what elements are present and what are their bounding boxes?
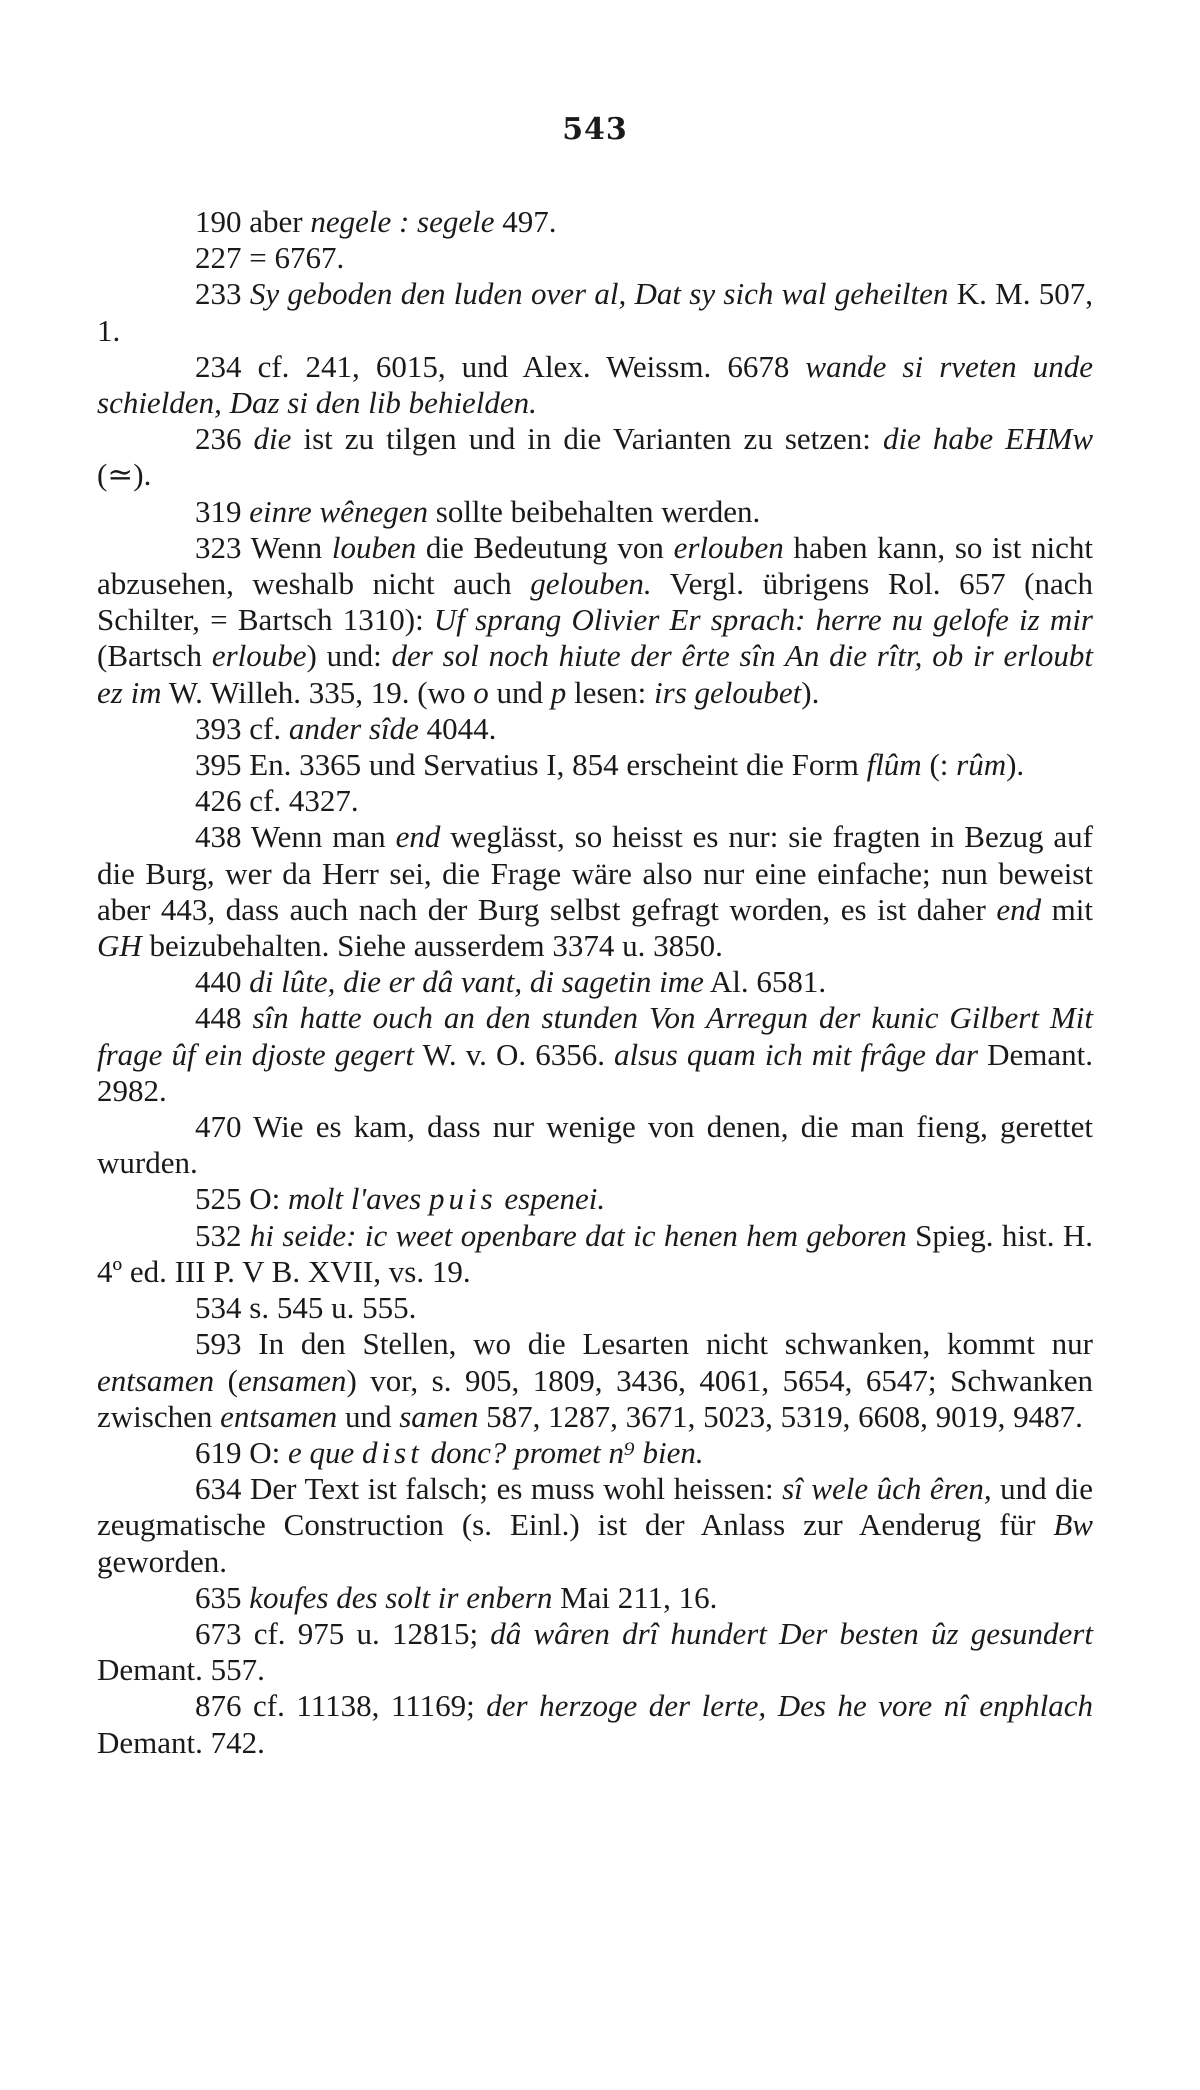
page-number: 543 bbox=[562, 112, 628, 147]
commentary-text: sollte beibehalten werden. bbox=[428, 493, 761, 529]
note-entry bbox=[97, 421, 1093, 493]
quoted-text: flûm bbox=[866, 747, 922, 783]
line-number: 426 bbox=[195, 783, 242, 819]
line-number: 876 bbox=[195, 1688, 242, 1724]
note-entry bbox=[97, 1218, 1093, 1290]
commentary-text bbox=[423, 1435, 431, 1470]
line-number: 440 bbox=[195, 964, 242, 1000]
note-entry bbox=[97, 1471, 1093, 1580]
commentary-text: aber bbox=[241, 204, 311, 239]
commentary-text: s. 545 u. 555. bbox=[241, 1290, 417, 1326]
line-number: 393 bbox=[195, 710, 242, 746]
note-entry bbox=[97, 1616, 1093, 1688]
quoted-text: alsus quam ich mit frâge dar bbox=[614, 1036, 979, 1072]
note-entry bbox=[97, 747, 1093, 783]
line-number: 534 bbox=[195, 1290, 242, 1326]
quoted-text: koufes des solt ir enbern bbox=[249, 1579, 553, 1615]
note-entry bbox=[97, 1000, 1093, 1109]
commentary-text: weglässt, so heisst es nur: sie fragten in Bezug auf die Burg, wer da Herr sei, die Frage wäre also nur eine einfache; nun beweist aber 443, dass auch nach der Burg selbst gefragt worden, es ist daher bbox=[97, 819, 1093, 927]
commentary-text: ). bbox=[801, 674, 820, 710]
quoted-text: die bbox=[253, 421, 292, 457]
commentary-text: W. v. O. 6356. bbox=[413, 1036, 615, 1072]
note-entry bbox=[97, 783, 1093, 819]
commentary-text: Vergl. übrigens Rol. 657 (nach Schilter, = Bartsch 1310): bbox=[97, 566, 1094, 638]
quoted-text: der herzoge der lerte, Des he vore nî enphlach bbox=[486, 1688, 1094, 1724]
line-number: 234 bbox=[195, 348, 242, 384]
commentary-text: ). bbox=[1006, 747, 1025, 783]
quoted-text: entsamen bbox=[97, 1362, 215, 1398]
commentary-text: 587, 1287, 3671, 5023, 5319, 6608, 9019, 9487. bbox=[478, 1398, 1083, 1434]
commentary-text: cf. bbox=[241, 710, 289, 746]
commentary-text: cf. 4327. bbox=[241, 783, 359, 819]
note-entry bbox=[97, 240, 1093, 276]
commentary-text: ist zu tilgen und in die Varianten zu setzen: bbox=[291, 421, 883, 457]
line-number: 525 bbox=[195, 1181, 242, 1217]
line-number: 233 bbox=[195, 276, 242, 312]
note-entry bbox=[97, 204, 1093, 240]
line-number: 190 bbox=[195, 204, 242, 239]
commentary-text: Demant. 2982. bbox=[97, 1036, 1093, 1108]
commentary-text: Spieg. hist. H. 4º ed. III P. V B. XVII, vs. 19. bbox=[97, 1217, 1094, 1289]
quoted-text: sî wele ûch êren, bbox=[782, 1471, 992, 1507]
quoted-text: end bbox=[996, 891, 1042, 927]
quoted-text: GH bbox=[97, 928, 142, 964]
line-number: 635 bbox=[195, 1579, 242, 1615]
note-entry bbox=[97, 1326, 1093, 1435]
quoted-text: negele : segele bbox=[310, 204, 495, 239]
note-entry bbox=[97, 530, 1093, 711]
quoted-text: ensamen bbox=[237, 1362, 347, 1398]
commentary-text: beizubehalten. Siehe ausserdem 3374 u. 3850. bbox=[141, 928, 723, 964]
quoted-text: irs geloubet bbox=[654, 674, 802, 710]
commentary-text: und die zeugmatische Construction (s. Einl.) ist der Anlass zur Aenderug für bbox=[97, 1471, 1093, 1543]
note-entry bbox=[97, 1109, 1093, 1181]
commentary-text bbox=[242, 1218, 250, 1253]
note-entry bbox=[97, 1181, 1093, 1217]
commentary-text: cf. 975 u. 12815; bbox=[241, 1615, 491, 1651]
quoted-text: wande si rveten unde schielden, Daz si den lib behielden. bbox=[97, 348, 1093, 421]
quoted-text: Bw bbox=[1053, 1507, 1093, 1543]
commentary-text: cf. 241, 6015, und Alex. Weissm. 6678 bbox=[241, 348, 806, 384]
quoted-text: dâ wâren drî hundert Der besten ûz gesundert bbox=[490, 1615, 1093, 1651]
commentary-text: mit bbox=[1041, 891, 1094, 927]
line-number: 619 bbox=[195, 1434, 242, 1470]
commentary-text: 4044. bbox=[418, 710, 497, 746]
commentary-text: lesen: bbox=[566, 674, 655, 710]
commentary-text: (≃). bbox=[97, 457, 152, 493]
commentary-text: und bbox=[488, 674, 551, 710]
quoted-text: Sy geboden den luden over al, Dat sy sich wal geheilten bbox=[249, 276, 949, 312]
commentary-text: O: bbox=[241, 1434, 288, 1470]
quoted-text: hi seide: ic weet openbare dat ic henen hem geboren bbox=[249, 1217, 907, 1253]
note-entry bbox=[97, 819, 1093, 964]
quoted-text: dist bbox=[362, 1434, 423, 1470]
quoted-text: o bbox=[473, 674, 489, 710]
line-number: 593 bbox=[195, 1326, 242, 1362]
commentary-text: = 6767. bbox=[241, 240, 345, 276]
commentary-text: Der Text ist falsch; es muss wohl heissen: bbox=[241, 1471, 783, 1507]
note-entry bbox=[97, 964, 1093, 1000]
commentary-text: Wenn man bbox=[241, 819, 396, 855]
quoted-text: ander sîde bbox=[288, 710, 419, 746]
commentary-text: ) und: bbox=[306, 638, 392, 674]
commentary-text: K. M. 507, 1. bbox=[97, 276, 1094, 348]
quoted-text: p bbox=[550, 674, 567, 710]
quoted-text: rûm bbox=[956, 747, 1007, 783]
quoted-text: entsamen bbox=[220, 1398, 338, 1434]
note-entry bbox=[97, 276, 1093, 348]
commentary-text bbox=[354, 1435, 362, 1470]
notes-list bbox=[97, 204, 1093, 1761]
quoted-text: end bbox=[395, 819, 441, 855]
commentary-text: cf. 11138, 11169; bbox=[241, 1688, 487, 1724]
commentary-text: In den Stellen, wo die Lesarten nicht schwanken, kommt nur bbox=[241, 1326, 1093, 1362]
quoted-text: der sol noch hiute der êrte sîn An die rîtr, ob ir erloubt ez im bbox=[97, 638, 1093, 710]
line-number: 532 bbox=[195, 1217, 242, 1253]
line-number: 448 bbox=[195, 1000, 242, 1036]
quoted-text: puis bbox=[428, 1181, 497, 1217]
commentary-text bbox=[242, 276, 250, 311]
line-number: 438 bbox=[195, 819, 242, 855]
note-entry bbox=[97, 1688, 1093, 1760]
commentary-text: Al. 6581. bbox=[703, 964, 827, 1000]
line-number: 227 bbox=[195, 240, 242, 276]
line-number: 236 bbox=[195, 421, 242, 457]
quoted-text: louben bbox=[331, 529, 417, 565]
quoted-text: einre wênegen bbox=[249, 493, 428, 529]
commentary-text bbox=[421, 1181, 429, 1216]
commentary-text: geworden. bbox=[97, 1543, 227, 1579]
quoted-text: erloube bbox=[211, 638, 307, 674]
commentary-text: Wenn bbox=[241, 529, 332, 565]
note-entry bbox=[97, 711, 1093, 747]
quoted-text: molt l'aves bbox=[288, 1181, 422, 1217]
commentary-text: (Bartsch bbox=[97, 638, 212, 674]
quoted-text: espenei. bbox=[504, 1181, 606, 1217]
commentary-text: (: bbox=[921, 747, 957, 783]
line-number: 395 bbox=[195, 747, 242, 783]
commentary-text: W. Willeh. 335, 19. (wo bbox=[161, 674, 474, 710]
commentary-text: und bbox=[337, 1398, 400, 1434]
note-entry bbox=[97, 1435, 1093, 1471]
commentary-text: O: bbox=[241, 1181, 288, 1217]
page bbox=[97, 0, 1093, 2090]
note-entry bbox=[97, 1290, 1093, 1326]
commentary-text bbox=[242, 421, 254, 456]
line-number: 323 bbox=[195, 529, 242, 565]
quoted-text: Uf sprang Olivier Er sprach: herre nu gelofe iz mir bbox=[433, 602, 1093, 638]
quoted-text: erlouben bbox=[673, 529, 784, 565]
note-entry bbox=[97, 1580, 1093, 1616]
line-number: 470 bbox=[195, 1109, 242, 1145]
line-number: 634 bbox=[195, 1471, 242, 1507]
quoted-text: donc? promet n⁹ bien. bbox=[430, 1434, 704, 1470]
commentary-text: 497. bbox=[494, 204, 557, 239]
quoted-text: sîn hatte ouch an den stunden Von Arregun der kunic Gilbert Mit frage ûf ein djoste gegert bbox=[97, 1000, 1094, 1072]
commentary-text: Mai 211, 16. bbox=[552, 1579, 718, 1615]
commentary-text: haben kann, so ist nicht abzusehen, weshalb nicht auch bbox=[97, 529, 1093, 602]
quoted-text: di lûte, die er dâ vant, di sagetin ime bbox=[249, 964, 704, 1000]
commentary-text: ( bbox=[214, 1362, 238, 1398]
quoted-text: die habe EHMw bbox=[882, 421, 1093, 457]
commentary-text bbox=[242, 1000, 253, 1035]
commentary-text: ) vor, s. 905, 1809, 3436, 4061, 5654, 6547; Schwanken zwischen bbox=[97, 1362, 1093, 1434]
commentary-text: die Bedeutung von bbox=[416, 529, 674, 565]
commentary-text: Demant. 557. bbox=[97, 1652, 265, 1688]
note-entry bbox=[97, 349, 1093, 421]
commentary-text: Demant. 742. bbox=[97, 1724, 265, 1760]
line-number: 673 bbox=[195, 1615, 242, 1651]
quoted-text: gelouben. bbox=[530, 566, 652, 602]
note-entry bbox=[97, 494, 1093, 530]
commentary-text: En. 3365 und Servatius I, 854 erscheint die Form bbox=[241, 747, 867, 783]
quoted-text: samen bbox=[399, 1398, 479, 1434]
commentary-text: Wie es kam, dass nur wenige von denen, die man fieng, gerettet wurden. bbox=[97, 1109, 1093, 1181]
line-number: 319 bbox=[195, 493, 242, 529]
quoted-text: e que bbox=[288, 1434, 355, 1470]
